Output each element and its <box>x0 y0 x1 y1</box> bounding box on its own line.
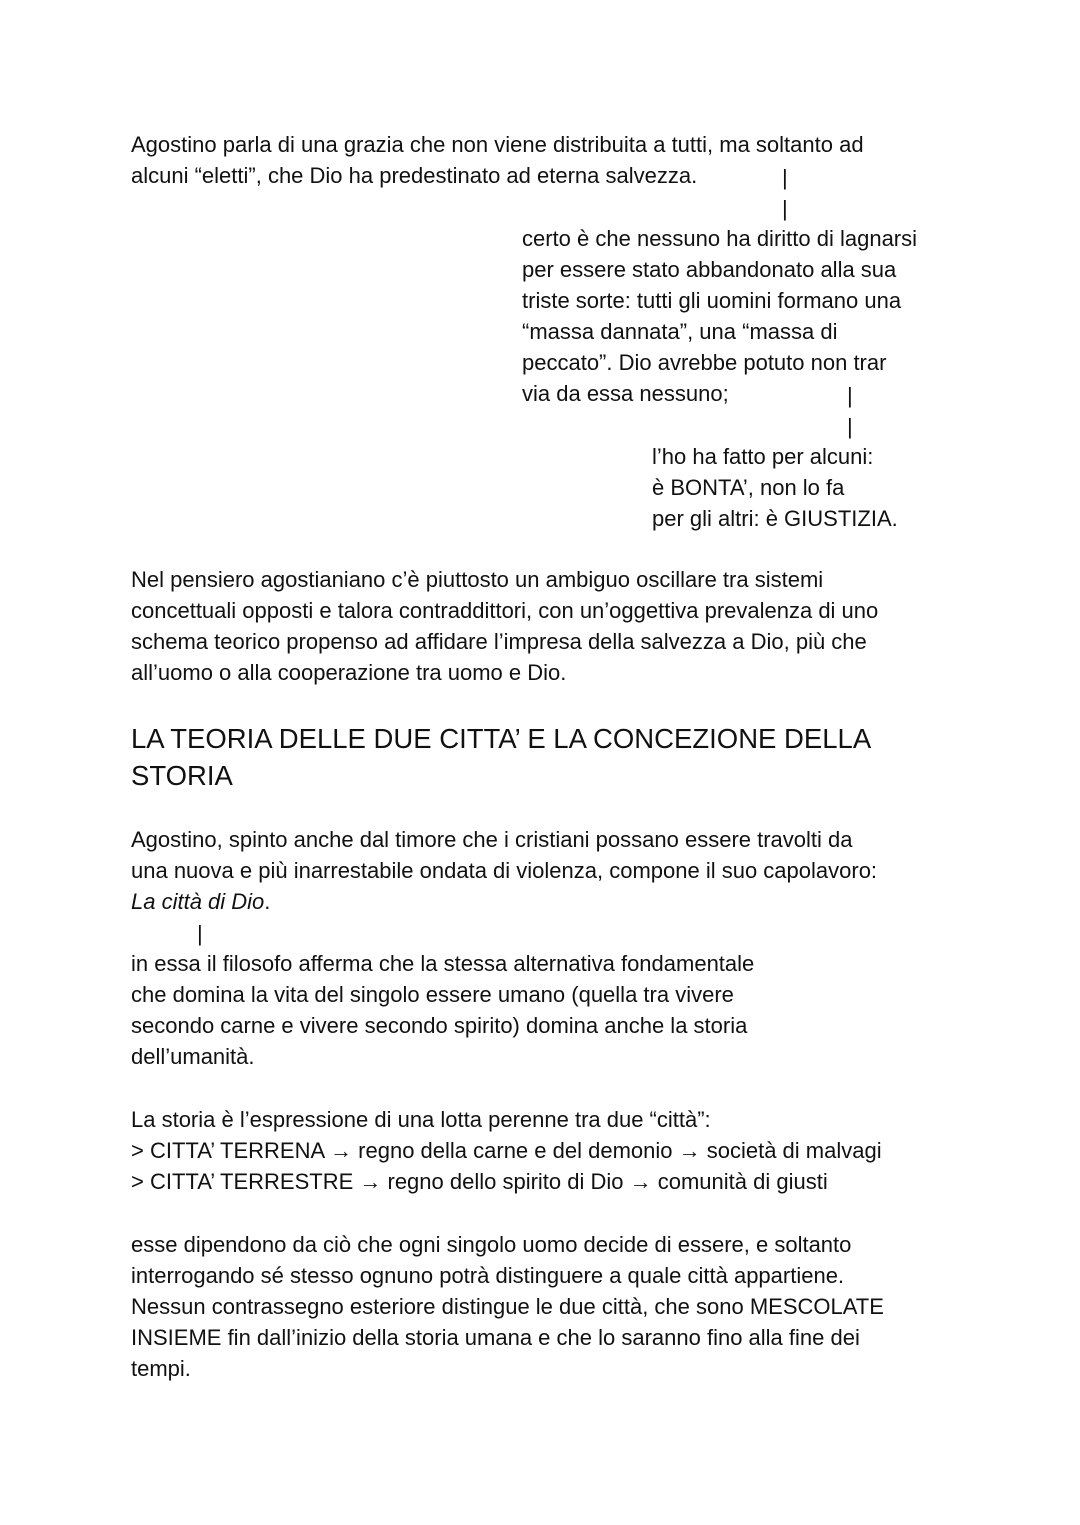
list-item: > CITTA’ TERRENA → regno della carne e del demonio → società di malvagi <box>131 1138 882 1163</box>
paragraph-line: esse dipendono da ciò che ogni singolo uomo decide di essere, e soltanto <box>131 1232 852 1257</box>
branch1-line: triste sorte: tutti gli uomini formano una <box>522 288 902 313</box>
intro-line: alcuni “eletti”, che Dio ha predestinato ad eterna salvezza. <box>131 163 698 188</box>
paragraph-line: concettuali opposti e talora contraddittori, con un’oggettiva prevalenza di uno <box>131 598 879 623</box>
paragraph-line: tempi. <box>131 1356 191 1381</box>
book-title-suffix: . <box>264 889 271 914</box>
list-item: > CITTA’ TERRESTRE → regno dello spirito di Dio → comunità di giusti <box>131 1169 828 1194</box>
branch1-line: certo è che nessuno ha diritto di lagnarsi <box>522 226 918 251</box>
paragraph-line: una nuova e più inarrestabile ondata di violenza, compone il suo capolavoro: <box>131 858 878 883</box>
connector-line: | <box>197 921 203 946</box>
paragraph-line: in essa il filosofo afferma che la stessa alternativa fondamentale <box>131 951 755 976</box>
branch2-line: è BONTA’, non lo fa <box>652 475 845 500</box>
paragraph-line: che domina la vita del singolo essere umano (quella tra vivere <box>131 982 734 1007</box>
paragraph-line: schema teorico propenso ad affidare l’impresa della salvezza a Dio, più che <box>131 629 867 654</box>
paragraph-line: Agostino, spinto anche dal timore che i cristiani possano essere travolti da <box>131 827 853 852</box>
paragraph-line: La storia è l’espressione di una lotta perenne tra due “città”: <box>131 1107 711 1132</box>
paragraph-line: dell’umanità. <box>131 1044 255 1069</box>
connector-line: | <box>847 414 853 439</box>
paragraph-line: Nessun contrassegno esteriore distingue le due città, che sono MESCOLATE <box>131 1294 884 1319</box>
paragraph-line: INSIEME fin dall’inizio della storia umana e che lo saranno fino alla fine dei <box>131 1325 860 1350</box>
branch1-line: per essere stato abbandonato alla sua <box>522 257 897 282</box>
branch1-line: peccato”. Dio avrebbe potuto non trar <box>522 350 887 375</box>
book-title: La città di Dio <box>131 889 265 914</box>
paragraph-line <box>131 886 270 917</box>
section-heading: LA TEORIA DELLE DUE CITTA’ E LA CONCEZIONE DELLA STORIA <box>131 723 870 791</box>
paragraph-line: all’uomo o alla cooperazione tra uomo e Dio. <box>131 660 567 685</box>
connector-line: | <box>847 383 853 408</box>
connector-line: | <box>782 165 788 190</box>
branch1-line: “massa dannata”, una “massa di <box>522 319 838 344</box>
branch1-line: via da essa nessuno; <box>522 381 729 406</box>
branch2-line: l’ho ha fatto per alcuni: <box>652 444 874 469</box>
paragraph-line: Nel pensiero agostianiano c’è piuttosto un ambiguo oscillare tra sistemi <box>131 567 824 592</box>
connector-line: | <box>782 196 788 221</box>
branch2-line: per gli altri: è GIUSTIZIA. <box>652 506 898 531</box>
paragraph-line: interrogando sé stesso ognuno potrà distinguere a quale città appartiene. <box>131 1263 845 1288</box>
intro-line: Agostino parla di una grazia che non viene distribuita a tutti, ma soltanto ad <box>131 132 864 157</box>
paragraph-line: secondo carne e vivere secondo spirito) domina anche la storia <box>131 1013 748 1038</box>
